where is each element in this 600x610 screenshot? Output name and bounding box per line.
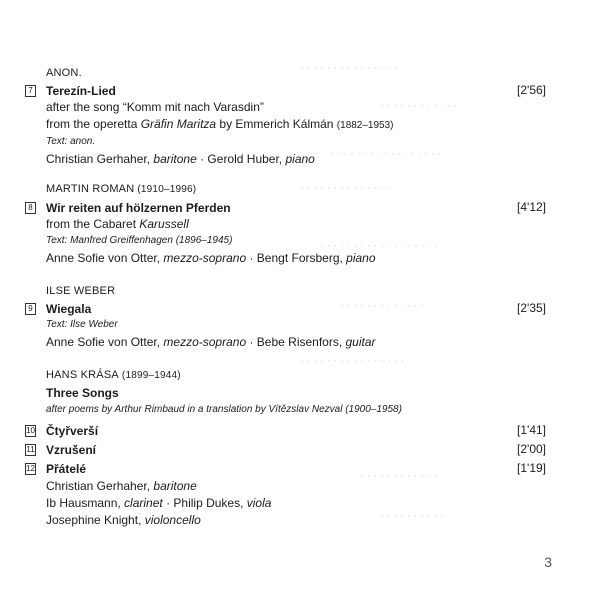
track-duration: [2'00] — [517, 442, 546, 456]
track-title: Vzrušení — [46, 443, 97, 457]
track-title: Přátelé — [46, 462, 87, 476]
work-entry — [26, 368, 546, 529]
track-number: 11 — [26, 445, 35, 454]
track-duration: [2'35] — [517, 301, 546, 315]
track-title: Terezín-Lied — [46, 84, 116, 98]
track-title-row — [26, 422, 546, 439]
show-through-text: · · · · · · · · · · · · · · · · · — [330, 148, 442, 160]
performers: Anne Sofie von Otter, mezzo-soprano · Bebe Risenfors, guitar — [46, 335, 376, 349]
composer-name: ILSE WEBER — [46, 285, 116, 297]
text-credit: Text: anon. — [46, 136, 96, 147]
track-title: Wir reiten auf hölzernen Pferden — [46, 201, 231, 215]
track-title-row — [28, 300, 546, 317]
track-entry — [28, 182, 546, 267]
performers: Christian Gerhaher, baritone — [46, 479, 197, 493]
show-through-text: · · · · · · · · · · · · · — [340, 300, 425, 312]
track-duration: [4'12] — [517, 200, 546, 214]
track-number: 8 — [25, 202, 36, 214]
show-through-text: · · · · · · · · · · · · · · · · — [300, 355, 405, 367]
show-through-text: · · · · · · · · · · · · · · — [300, 182, 392, 194]
text-credit: Text: Ilse Weber — [46, 319, 118, 330]
track-title-row — [28, 199, 546, 216]
show-through-text: · · · · · · · · · · — [380, 510, 445, 522]
track-duration: [1'19] — [517, 461, 546, 475]
track-entry — [28, 284, 546, 351]
work-description: from the Cabaret Karussell — [46, 217, 189, 231]
track-title-row — [28, 82, 546, 99]
track-duration: [1'41] — [517, 423, 546, 437]
page-number: 3 — [544, 554, 552, 570]
performers: Anne Sofie von Otter, mezzo-soprano · Bengt Forsberg, piano — [46, 251, 376, 265]
track-number: 9 — [25, 303, 36, 315]
track-number: 12 — [26, 464, 35, 473]
track-title-row — [26, 441, 546, 458]
track-entry — [28, 66, 546, 168]
show-through-text: · · · · · · · · · · · · — [380, 100, 458, 112]
performers: Josephine Knight, violoncello — [46, 513, 201, 527]
track-number: 10 — [26, 426, 35, 435]
show-through-text: · · · · · · · · · · · · · · · · · · — [320, 240, 438, 252]
track-title: Wiegala — [46, 302, 92, 316]
performers: Christian Gerhaher, baritone · Gerold Huber, piano — [46, 152, 315, 166]
show-through-text: · · · · · · · · · · · · — [360, 470, 438, 482]
show-through-text: · · · · · · · · · · · · · · · — [300, 62, 398, 74]
poem-credit: after poems by Arthur Rimbaud in a translation by Vítězslav Nezval (1900–1958) — [46, 404, 402, 415]
work-title: Three Songs — [46, 386, 119, 400]
work-description: after the song “Komm mit nach Varasdin” — [46, 100, 264, 114]
work-source: from the operetta Gräfin Maritza by Emmerich Kálmán (1882–1953) — [46, 117, 394, 131]
composer-name: MARTIN ROMAN (1910–1996) — [46, 183, 197, 195]
performers: Ib Hausmann, clarinet · Philip Dukes, viola — [46, 496, 272, 510]
track-title-row — [26, 460, 546, 477]
track-number: 7 — [25, 85, 36, 97]
text-credit: Text: Manfred Greiffenhagen (1896–1945) — [46, 235, 233, 246]
composer-name: HANS KRÁSA (1899–1944) — [46, 369, 181, 381]
track-duration: [2'56] — [517, 83, 546, 97]
track-title: Čtyřverší — [46, 424, 99, 438]
composer-name: ANON. — [46, 67, 82, 79]
